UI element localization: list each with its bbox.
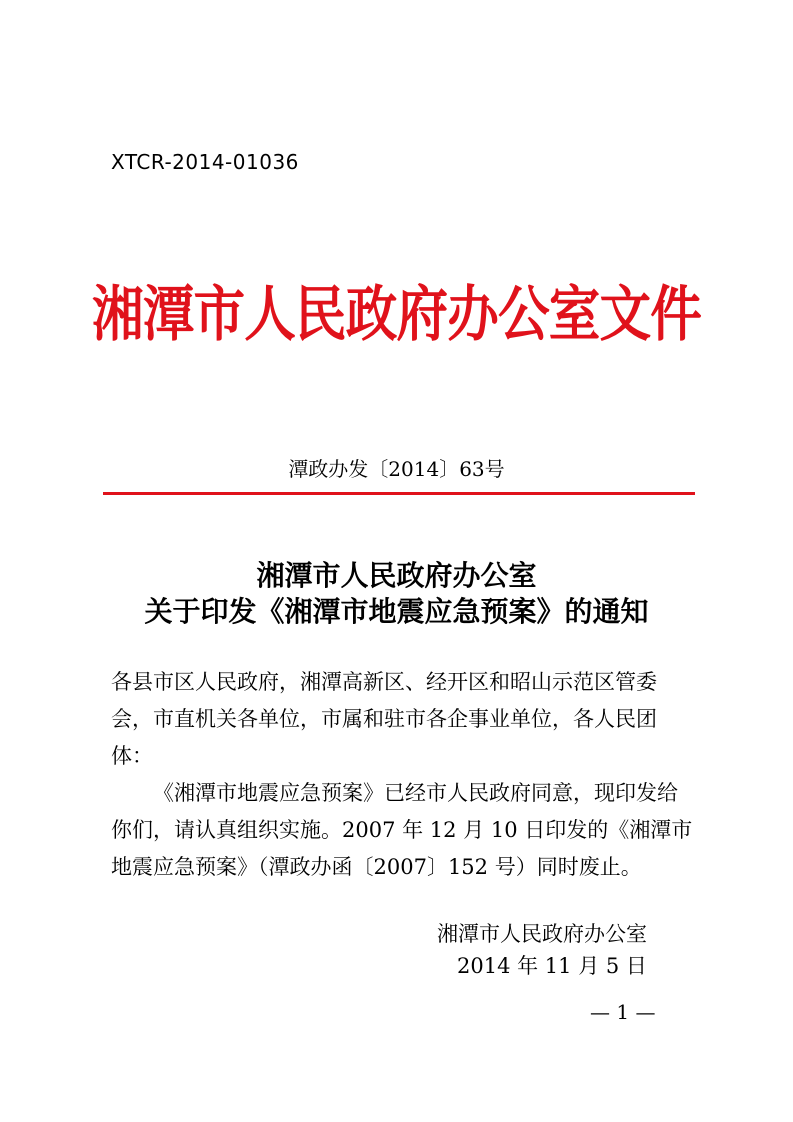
notice-title-line-2: 关于印发《湘潭市地震应急预案》的通知 bbox=[144, 595, 649, 628]
signature-block bbox=[437, 918, 647, 982]
document-number: 潭政办发〔2014〕63号 bbox=[288, 457, 505, 481]
signature-organization: 湘潭市人民政府办公室 bbox=[437, 922, 647, 946]
red-divider-line bbox=[103, 492, 695, 495]
document-code: XTCR-2014-01036 bbox=[111, 150, 299, 174]
body-paragraph: 《湘潭市地震应急预案》已经市人民政府同意，现印发给你们，请认真组织实施。2007 年 12 月 10 日印发的《湘潭市地震应急预案》（潭政办函〔2007〕152 号）同时废止。 bbox=[111, 781, 693, 879]
notice-body bbox=[111, 664, 697, 886]
document-header-title: 湘潭市人民政府办公室文件 bbox=[92, 280, 701, 350]
notice-title bbox=[0, 558, 793, 630]
recipients-paragraph: 各县市区人民政府，湘潭高新区、经开区和昭山示范区管委会，市直机关各单位，市属和驻市各企事业单位，各人民团体： bbox=[111, 670, 657, 768]
notice-title-line-1: 湘潭市人民政府办公室 bbox=[256, 559, 537, 592]
page-number: — 1 — bbox=[590, 1000, 656, 1024]
signature-date: 2014 年 11 月 5 日 bbox=[457, 954, 647, 978]
